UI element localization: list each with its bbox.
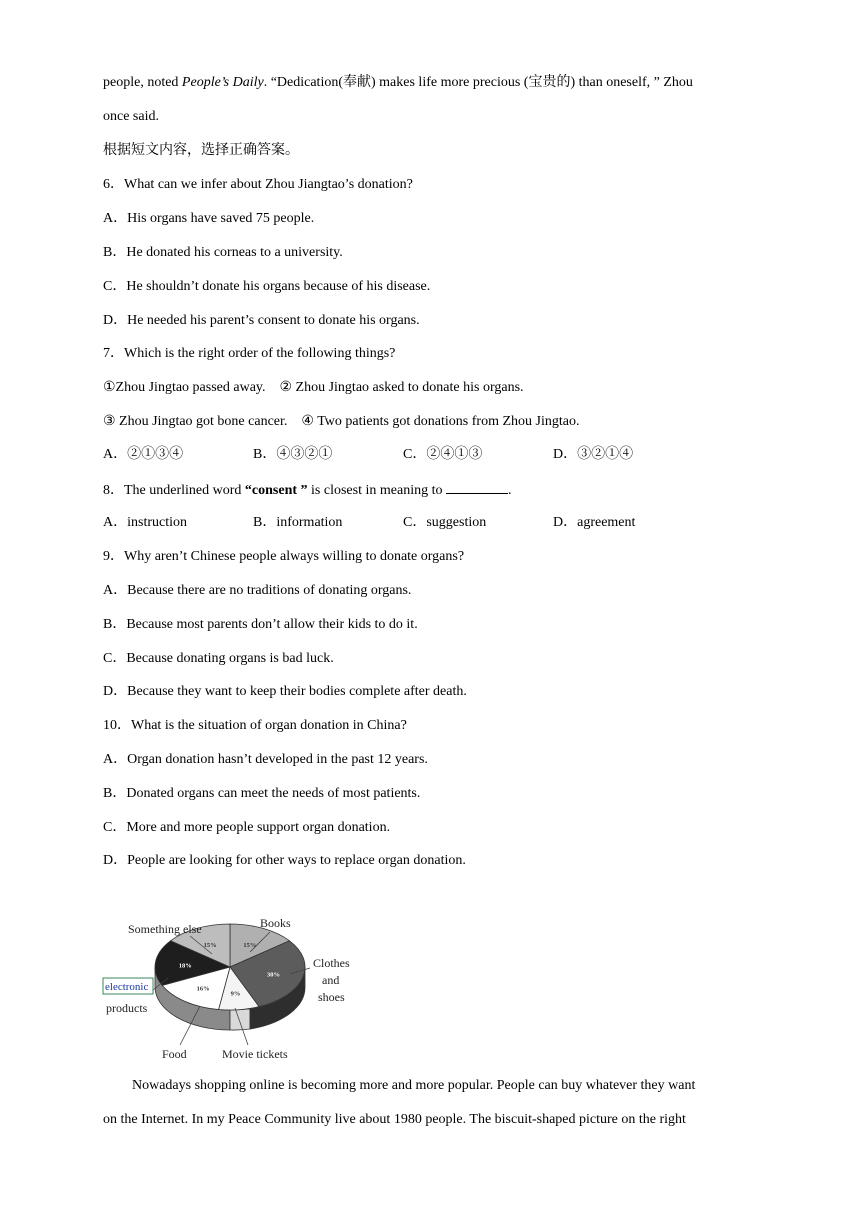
answer-option[interactable]: A．Because there are no traditions of donating organs. bbox=[103, 583, 412, 598]
answer-option[interactable]: B．④③②① bbox=[253, 447, 333, 462]
question-stem: 10．What is the situation of organ donation in China? bbox=[103, 718, 407, 733]
answer-option[interactable]: D．People are looking for other ways to replace organ donation. bbox=[103, 853, 466, 868]
answer-option[interactable]: B．Donated organs can meet the needs of most patients. bbox=[103, 786, 421, 801]
label-products: products bbox=[106, 1001, 148, 1015]
options-row bbox=[103, 446, 763, 464]
label-clothes: Clothes bbox=[313, 956, 350, 970]
label-clothes-shoes: shoes bbox=[318, 990, 345, 1004]
answer-option[interactable]: D．Because they want to keep their bodies complete after death. bbox=[103, 684, 467, 699]
label-food: Food bbox=[162, 1047, 187, 1061]
slice-value-label: 9% bbox=[230, 990, 241, 998]
answer-option[interactable]: A．②①③④ bbox=[103, 447, 184, 462]
label-something-else: Something else bbox=[128, 922, 202, 936]
question-stem: 9．Why aren’t Chinese people always willing to donate organs? bbox=[103, 549, 465, 564]
answer-option[interactable]: A．Organ donation hasn’t developed in the past 12 years. bbox=[103, 752, 428, 767]
options-row bbox=[103, 514, 763, 532]
pie-chart bbox=[100, 910, 360, 1068]
answer-option[interactable]: A．His organs have saved 75 people. bbox=[103, 211, 315, 226]
question-text: is closest in meaning to bbox=[307, 483, 446, 498]
label-books: Books bbox=[260, 916, 291, 930]
event-list-line: ①Zhou Jingtao passed away. ② Zhou Jingtao asked to donate his organs. bbox=[103, 380, 524, 395]
passage2-line: on the Internet. In my Peace Community live about 1980 people. The biscuit-shaped picture on the right bbox=[103, 1112, 686, 1127]
label-clothes-and: and bbox=[322, 973, 340, 987]
passage-line bbox=[103, 74, 693, 92]
question-text: 8．The underlined word bbox=[103, 483, 245, 498]
label-electronic: electronic bbox=[105, 981, 149, 993]
passage-line: once said. bbox=[103, 109, 159, 124]
underlined-word: “consent ” bbox=[244, 483, 308, 498]
answer-option[interactable]: B．Because most parents don’t allow their kids to do it. bbox=[103, 617, 418, 632]
question-stem: 6．What can we infer about Zhou Jiangtao’s donation? bbox=[103, 177, 413, 192]
pie-side-white bbox=[230, 1009, 250, 1030]
label-movie-tickets: Movie tickets bbox=[222, 1047, 288, 1061]
question-stem bbox=[103, 480, 511, 500]
instruction: 根据短文内容，选择正确答案。 bbox=[103, 143, 299, 158]
question-text: . bbox=[507, 483, 512, 498]
slice-value-label: 18% bbox=[178, 962, 192, 970]
answer-blank bbox=[446, 480, 508, 494]
slice-value-label: 15% bbox=[243, 941, 257, 949]
question-stem: 7．Which is the right order of the following things? bbox=[103, 346, 396, 361]
answer-option[interactable]: B．He donated his corneas to a university. bbox=[103, 245, 343, 260]
answer-option[interactable]: D．③②①④ bbox=[553, 447, 634, 462]
passage-text: . “Dedication(奉献) makes life more precious (宝贵的) than oneself, ” Zhou bbox=[263, 75, 693, 90]
answer-option[interactable]: C．He shouldn’t donate his organs because of his disease. bbox=[103, 279, 431, 294]
source-name: People’s Daily bbox=[181, 75, 264, 90]
answer-option[interactable]: A．instruction bbox=[103, 515, 187, 530]
passage2-line: Nowadays shopping online is becoming more and more popular. People can buy whatever they want bbox=[132, 1078, 696, 1093]
answer-option[interactable]: D．He needed his parent’s consent to donate his organs. bbox=[103, 313, 420, 328]
answer-option[interactable]: C．Because donating organs is bad luck. bbox=[103, 651, 334, 666]
answer-option[interactable]: C．②④①③ bbox=[403, 447, 483, 462]
slice-value-label: 30% bbox=[266, 971, 280, 979]
passage-text: people, noted bbox=[103, 75, 182, 90]
answer-option[interactable]: C．suggestion bbox=[403, 515, 487, 530]
slice-value-label: 15% bbox=[203, 941, 217, 949]
slice-value-label: 16% bbox=[196, 985, 210, 993]
answer-option[interactable]: D．agreement bbox=[553, 515, 636, 530]
answer-option[interactable]: C．More and more people support organ donation. bbox=[103, 820, 391, 835]
answer-option[interactable]: B．information bbox=[253, 515, 343, 530]
event-list-line: ③ Zhou Jingtao got bone cancer. ④ Two patients got donations from Zhou Jingtao. bbox=[103, 414, 580, 429]
